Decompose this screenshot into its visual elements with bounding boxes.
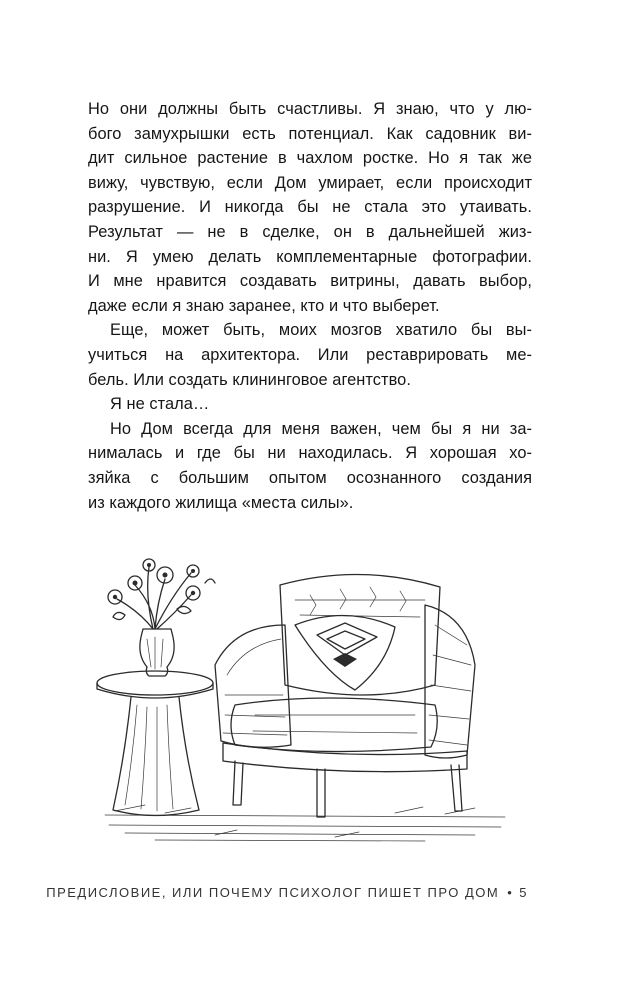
- text-line: бель. Или создать клининговое агентство.: [88, 370, 411, 389]
- running-title: ПРЕДИСЛОВИЕ, ИЛИ ПОЧЕМУ ПСИХОЛОГ ПИШЕТ ПРО ДОМ: [46, 885, 500, 900]
- vase-with-flowers: [108, 559, 215, 676]
- text-line: бого замухрышки есть потенциал. Как садовник ви-: [88, 124, 532, 143]
- armchair-illustration: [95, 555, 515, 845]
- text-line: ни. Я умею делать комплементарные фотографии.: [88, 247, 532, 266]
- text-line: И мне нравится создавать витрины, давать выбор,: [88, 272, 532, 291]
- text-line: Но Дом всегда для меня важен, чем бы я ни за-: [110, 419, 532, 438]
- text-line: нималась и где бы ни находилась. Я хорошая хо-: [88, 444, 532, 463]
- text-line: Результат — не в сделке, он в дальнейшей жиз-: [88, 222, 532, 241]
- text-line: учиться на архитектора. Или реставрировать ме-: [88, 345, 532, 364]
- text-line: разрушение. И никогда бы не стала это утаивать.: [88, 198, 532, 217]
- text-line: зяйка с большим опытом осознанного создания: [88, 468, 532, 487]
- text-line: дит сильное растение в чахлом ростке. Но я так же: [88, 149, 532, 168]
- page-number: 5: [519, 885, 528, 900]
- text-line: Еще, может быть, моих мозгов хватило бы вы-: [110, 321, 532, 340]
- body-text: [88, 97, 532, 515]
- text-line: вижу, чувствую, если Дом умирает, если происходит: [88, 173, 532, 192]
- text-line: даже если я знаю заранее, кто и что выберет.: [88, 296, 440, 315]
- text-line: из каждого жилища «места силы».: [88, 493, 354, 512]
- floor-hatching: [105, 805, 505, 841]
- side-table-drawing: [97, 671, 213, 816]
- footer-bullet: •: [507, 885, 514, 900]
- text-line: Я не стала…: [110, 395, 210, 414]
- text-line: Но они должны быть счастливы. Я знаю, что у лю-: [88, 100, 532, 118]
- armchair-drawing: [215, 574, 475, 817]
- running-footer: [0, 885, 528, 900]
